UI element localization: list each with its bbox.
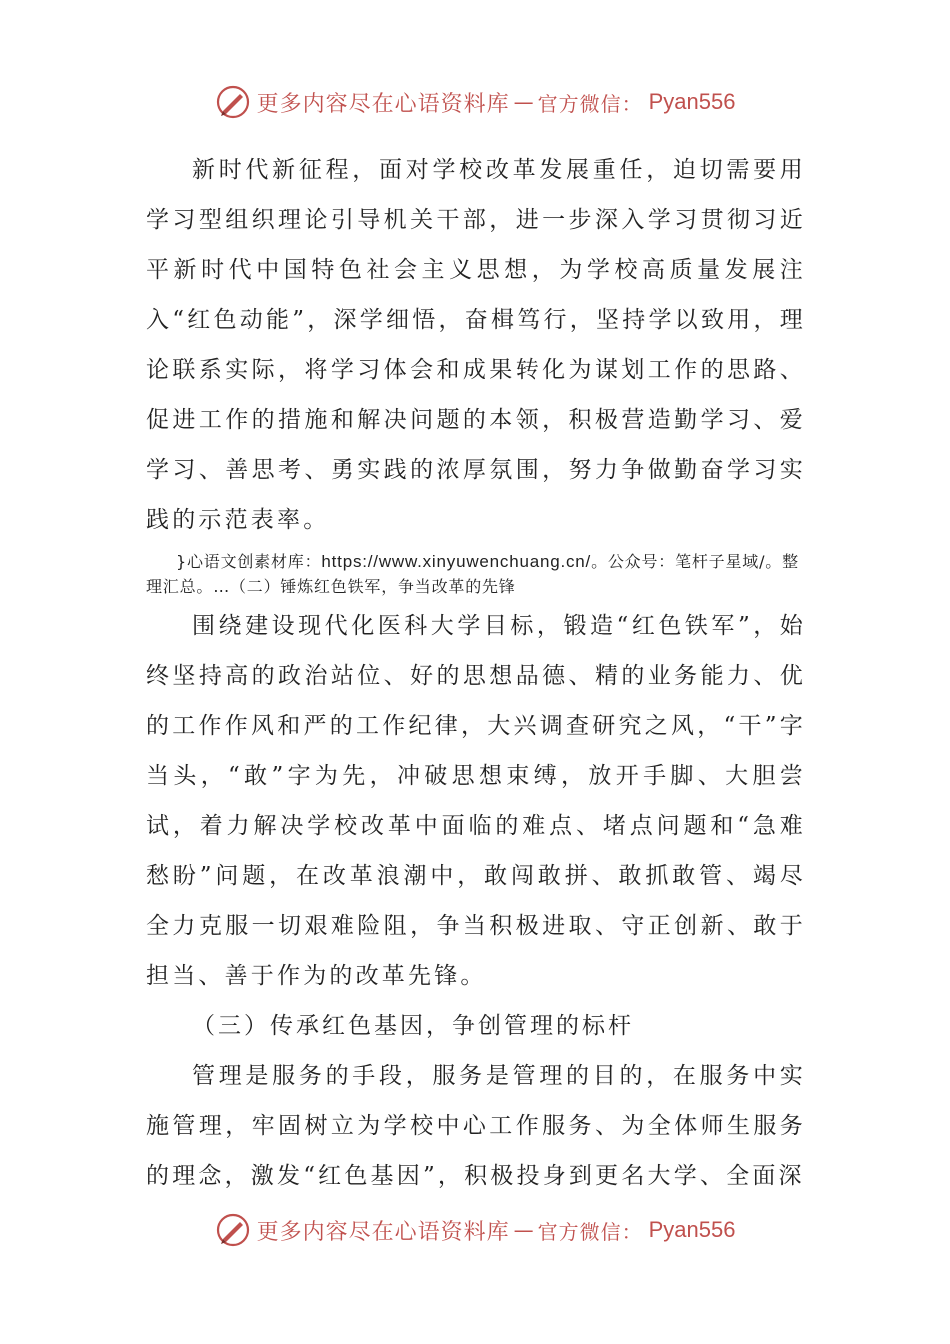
banner-separator: — xyxy=(513,90,534,114)
paragraph-1: 新时代新征程，面对学校改革发展重任，迫切需要用学习型组织理论引导机关干部，进一步深入学习贯彻习近平新时代中国特色社会主义思想，为学校高质量发展注入“红色动能”，深学细悟，奋楫笃行，坚持学以致用，理论联系实际，将学习体会和成果转化为谋划工作的思路、促进工作的措施和解决问题的本领，积极营造勤学习、爱学习、善思考、勇实践的浓厚氛围，努力争做勤奋学习实践的示范表率。 xyxy=(146,157,806,533)
banner-wechat-id: Pyan556 xyxy=(648,89,736,114)
section-heading-3: （三）传承红色基因，争创管理的标杆 xyxy=(192,1013,634,1039)
banner-wechat-label: 官方微信： xyxy=(537,1219,643,1244)
paragraph-3: 管理是服务的手段，服务是管理的目的，在服务中实施管理，牢固树立为学校中心工作服务、为全体师生服务的理念，激发“红色基因”，积极投身到更名大学、全面深 xyxy=(146,1063,806,1189)
banner-site-text: 更多内容尽在心语资料库 xyxy=(256,1219,510,1245)
note-suffix: 。公众号：笔杆子星域/。整理汇总。…（二）锤炼红色铁军，争当改革的先锋 xyxy=(146,552,799,596)
paragraph-2: 围绕建设现代化医科大学目标，锻造“红色铁军”，始终坚持高的政治站位、好的思想品德、精的业务能力、优的工作作风和严的工作纪律，大兴调查研究之风，“干”字当头，“敢”字为先，冲破思想束缚，放开手脚、大胆尝试，着力解决学校改革中面临的难点、堵点问题和“急难愁盼”问题，在改革浪潮中，敢闯敢拼、敢抓敢管、竭尽全力克服一切艰难险阻，争当积极进取、守正创新、敢于担当、善于作为的改革先锋。 xyxy=(146,613,806,989)
pen-logo-icon xyxy=(215,84,251,120)
pen-logo-icon xyxy=(215,1212,251,1248)
banner-wechat-id: Pyan556 xyxy=(648,1217,736,1242)
source-note xyxy=(146,549,811,599)
note-prefix: }心语文创素材库： xyxy=(176,552,322,571)
banner-separator: — xyxy=(513,1218,534,1242)
document-body xyxy=(146,145,806,1201)
note-url: https://www.xinyuwenchuang.cn/ xyxy=(321,552,592,571)
banner-site-text: 更多内容尽在心语资料库 xyxy=(256,91,510,117)
footer-watermark-banner xyxy=(0,1208,950,1252)
header-watermark-banner xyxy=(0,80,950,124)
banner-wechat-label: 官方微信： xyxy=(537,91,643,116)
